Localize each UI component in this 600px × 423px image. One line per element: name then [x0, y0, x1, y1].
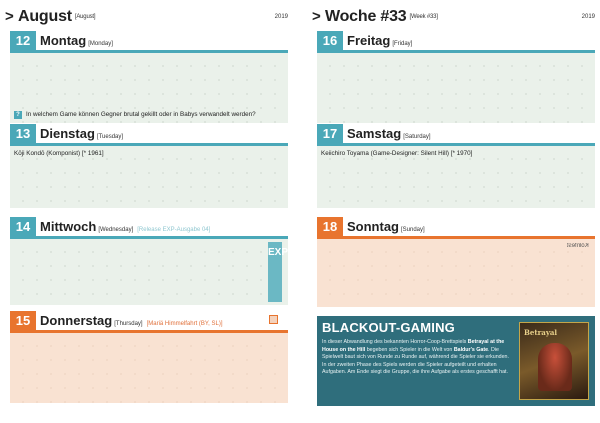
day-notes-area[interactable] — [317, 53, 595, 123]
day-number: 18 — [317, 217, 343, 236]
day-name — [40, 219, 210, 234]
day-name-text: Freitag — [347, 33, 391, 48]
day-notes-area[interactable] — [317, 239, 595, 307]
left-page — [5, 0, 288, 410]
holiday-checkbox[interactable] — [269, 315, 278, 324]
mirrored-note: Kölnfest — [567, 243, 589, 249]
day-notes-area[interactable] — [10, 146, 288, 208]
page-subtitle: [Week #33] — [409, 14, 438, 20]
ad-game-title-2: Baldur's Gate — [453, 346, 489, 353]
ad-text-1: In dieser Abwandlung des bekannten Horror-Coop-Brettspiels — [322, 339, 468, 345]
day-name-text: Donnerstag — [40, 313, 113, 328]
day-sunday — [317, 217, 595, 307]
day-name-en: [Thursday] — [114, 321, 143, 327]
day-monday — [10, 31, 288, 123]
day-friday — [317, 31, 595, 123]
ad-brand: BLACKOUT-GAMING — [322, 320, 455, 335]
page-title-text: August — [18, 8, 72, 25]
day-name — [347, 126, 431, 141]
day-name-text: Montag — [40, 33, 87, 48]
day-number: 14 — [10, 217, 36, 236]
trivia-question: In welchem Game können Gegner brutal gekillt oder in Babys verwandelt werden? — [26, 111, 256, 118]
day-saturday — [317, 124, 595, 208]
day-name-text: Samstag — [347, 126, 402, 141]
page-title — [18, 8, 95, 26]
day-name-text: Sonntag — [347, 219, 399, 234]
right-page-header — [312, 8, 595, 28]
right-page — [312, 0, 595, 410]
day-header — [10, 217, 288, 239]
day-name-en: [Tuesday] — [96, 134, 124, 140]
ad-text-3: . Die Spielwelt baut sich von Runde zu Runde auf, während die Spieler sie erkunden. In der zweiten Phase des Spiels werden die Spieler aufgeteilt und erhalten Aufgaben. Am Ende siegt die Gruppe, die ihre Aufgabe als erstes geschafft hat. — [322, 346, 509, 376]
day-notes-area[interactable] — [10, 333, 288, 403]
game-box-figure — [538, 343, 572, 391]
day-event-note: [Release EXP-Ausgabe 04] — [137, 227, 211, 233]
page-subtitle: [August] — [74, 14, 96, 20]
day-number: 12 — [10, 31, 36, 50]
day-notes-area[interactable] — [317, 146, 595, 208]
page-year: 2019 — [581, 14, 595, 20]
exp-badge: EXP — [268, 242, 282, 302]
day-header — [317, 217, 595, 239]
day-name-en: [Monday] — [88, 41, 113, 47]
day-header — [10, 311, 288, 333]
blackout-gaming-ad — [317, 316, 595, 406]
question-icon: ? — [14, 111, 22, 119]
day-wednesday — [10, 217, 288, 305]
day-notes-area[interactable] — [10, 239, 288, 305]
day-number: 17 — [317, 124, 343, 143]
page-title — [325, 8, 438, 26]
ad-text-2: begeben sich Spieler in die Welt von — [365, 346, 454, 353]
holiday-note: [Mariä Himmelfahrt (BY, SL)] — [146, 321, 223, 327]
day-name-text: Dienstag — [40, 126, 95, 141]
day-name-en: [Sunday] — [401, 227, 425, 233]
page-year: 2019 — [274, 14, 288, 20]
header-arrow: > — [5, 8, 14, 25]
day-thursday — [10, 311, 288, 403]
day-name — [347, 33, 412, 48]
ad-game-title: Betrayal at the House on the Hill — [322, 339, 505, 353]
game-box-label: Betrayal — [524, 328, 558, 337]
day-number: 16 — [317, 31, 343, 50]
game-box-image — [519, 322, 589, 400]
day-number: 15 — [10, 311, 36, 330]
birthday-note: Keiichiro Toyama (Game-Designer: Silent Hill) [* 1970] — [321, 150, 473, 157]
day-header — [10, 31, 288, 53]
day-header — [10, 124, 288, 146]
day-name-text: Mittwoch — [40, 219, 97, 234]
ad-description — [322, 339, 512, 377]
day-name — [347, 219, 425, 234]
day-name — [40, 313, 223, 328]
day-notes-area[interactable] — [10, 53, 288, 123]
day-name — [40, 126, 123, 141]
day-name-en: [Friday] — [392, 41, 413, 47]
day-name-en: [Wednesday] — [98, 227, 134, 233]
page-title-text: Woche #33 — [325, 8, 407, 25]
day-number: 13 — [10, 124, 36, 143]
day-header — [317, 31, 595, 53]
day-note-text — [14, 111, 256, 119]
day-name — [40, 33, 113, 48]
header-arrow: > — [312, 8, 321, 25]
day-name-en: [Saturday] — [403, 134, 431, 140]
birthday-note: Kōji Kondō (Komponist) [* 1961] — [14, 150, 104, 157]
day-header — [317, 124, 595, 146]
day-tuesday — [10, 124, 288, 208]
left-page-header — [5, 8, 288, 28]
